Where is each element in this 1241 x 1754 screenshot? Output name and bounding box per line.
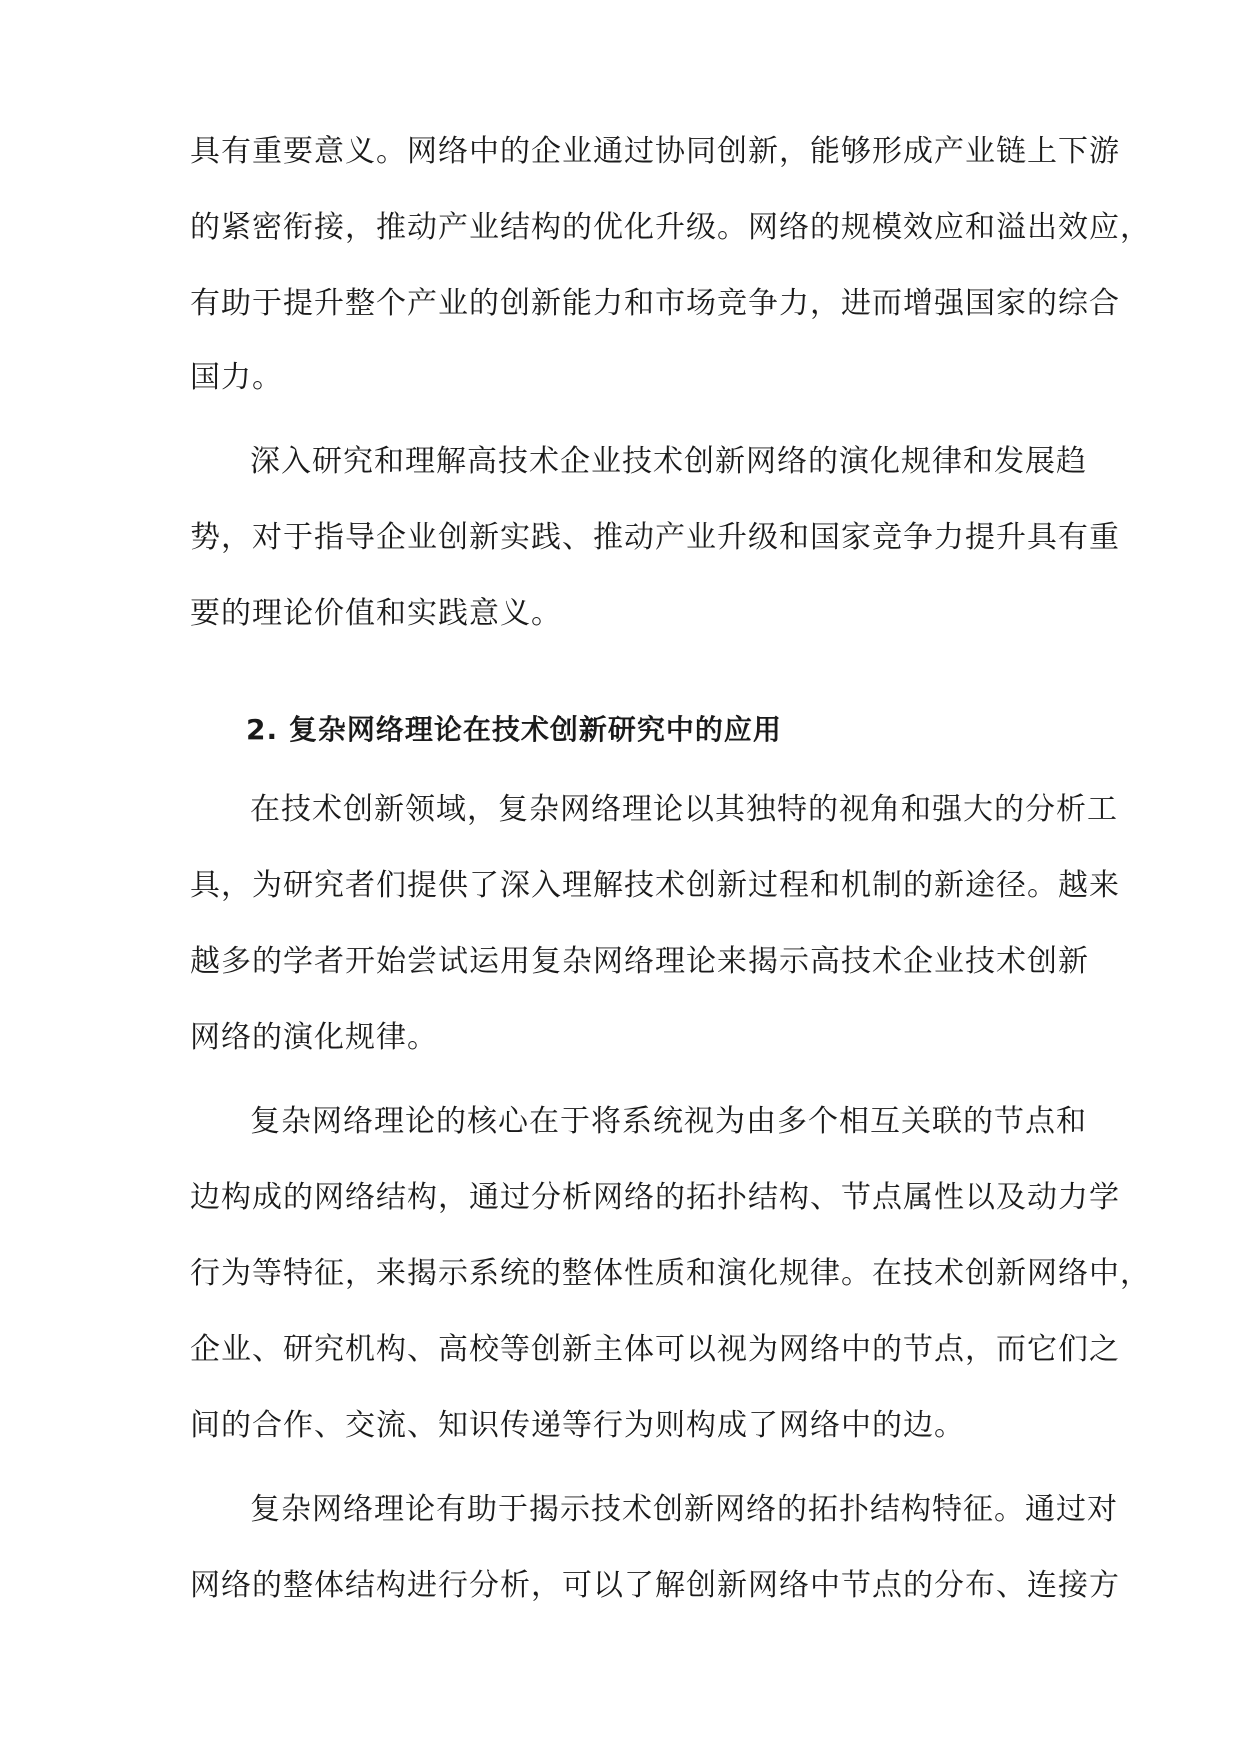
text-line: 网络的整体结构进行分析，可以了解创新网络中节点的分布、连接方 [190, 1568, 1120, 1603]
text-line: 复杂网络理论的核心在于将系统视为由多个相互关联的节点和 [250, 1104, 1087, 1139]
text-line: 网络的演化规律。 [190, 1020, 438, 1055]
text-line: 的紧密衔接，推动产业结构的优化升级。网络的规模效应和溢出效应， [190, 210, 1151, 245]
text-line: 越多的学者开始尝试运用复杂网络理论来揭示高技术企业技术创新 [190, 944, 1089, 979]
text-line: 有助于提升整个产业的创新能力和市场竞争力，进而增强国家的综合 [190, 286, 1120, 321]
text-line: 在技术创新领域，复杂网络理论以其独特的视角和强大的分析工 [250, 792, 1118, 827]
text-line: 行为等特征，来揭示系统的整体性质和演化规律。在技术创新网络中， [190, 1256, 1151, 1291]
text-line: 深入研究和理解高技术企业技术创新网络的演化规律和发展趋 [250, 444, 1087, 479]
text-line: 国力。 [190, 360, 283, 395]
text-line: 边构成的网络结构，通过分析网络的拓扑结构、节点属性以及动力学 [190, 1180, 1120, 1215]
text-line: 复杂网络理论有助于揭示技术创新网络的拓扑结构特征。通过对 [250, 1492, 1118, 1527]
text-line: 势，对于指导企业创新实践、推动产业升级和国家竞争力提升具有重 [190, 520, 1120, 555]
text-line: 具有重要意义。网络中的企业通过协同创新，能够形成产业链上下游 [190, 134, 1120, 169]
text-line: 具，为研究者们提供了深入理解技术创新过程和机制的新途径。越来 [190, 868, 1120, 903]
section-heading: 2. 复杂网络理论在技术创新研究中的应用 [246, 713, 782, 746]
text-line: 企业、研究机构、高校等创新主体可以视为网络中的节点，而它们之 [190, 1332, 1120, 1367]
text-line: 间的合作、交流、知识传递等行为则构成了网络中的边。 [190, 1408, 965, 1443]
text-line: 要的理论价值和实践意义。 [190, 596, 562, 631]
